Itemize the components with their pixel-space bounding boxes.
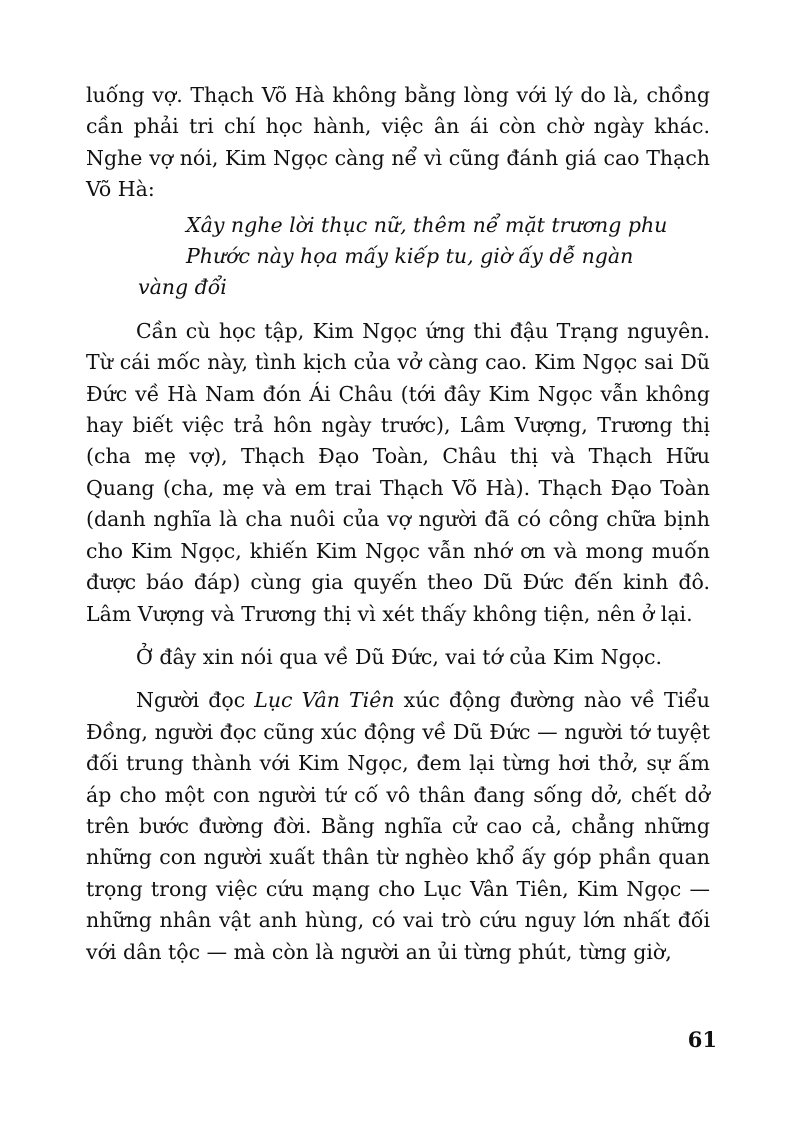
- paragraph-continuation: luống vợ. Thạch Võ Hà không bằng lòng với lý do là, chồng cần phải tri chí học hành, việc ân ái còn chờ ngày khác. Nghe vợ nói, Kim Ngọc càng nể vì cũng đánh giá cao Thạch Võ Hà:: [86, 83, 710, 202]
- verse-line: [138, 241, 710, 304]
- paragraph-text: xúc động đường nào về Tiểu Đồng, người đọc cũng xúc động về Dũ Đức — người tớ tuyệt đối trung thành với Kim Ngọc, đem lại từng hơi thở, sự ấm áp cho một con người tứ cố vô thân đang sống dở, chết dở trên bước đường đời. Bằng nghĩa cử cao cả, chẳng những những con người xuất thân từ nghèo khổ ấy góp phần quan trọng trong việc cứu mạng cho Lục Vân Tiên, Kim Ngọc — những nhân vật anh hùng, có vai trò cứu nguy lớn nhất đối với dân tộc — mà còn là người an ủi từng phút, từng giờ,: [86, 688, 710, 964]
- paragraph: Ở đây xin nói qua về Dũ Đức, vai tớ của Kim Ngọc.: [136, 644, 663, 669]
- verse-line: Xây nghe lời thục nữ, thêm nể mặt trương phu: [186, 212, 668, 237]
- verse-block: [86, 210, 710, 304]
- page-number: 61: [687, 1027, 717, 1052]
- paragraph-text: Người đọc: [136, 688, 255, 713]
- paragraph: [86, 685, 710, 968]
- verse-line-continuation: vàng đổi: [138, 275, 227, 300]
- paragraph: Cần cù học tập, Kim Ngọc ứng thi đậu Trạng nguyên. Từ cái mốc này, tình kịch của vở càng cao. Kim Ngọc sai Dũ Đức về Hà Nam đón Ái Châu (tới đây Kim Ngọc vẫn không hay biết việc trả hôn ngày trước), Lâm Vượng, Trương thị (cha mẹ vợ), Thạch Đạo Toàn, Châu thị và Thạch Hữu Quang (cha, mẹ và em trai Thạch Võ Hà). Thạch Đạo Toàn (danh nghĩa là cha nuôi của vợ người đã có công chữa bịnh cho Kim Ngọc, khiến Kim Ngọc vẫn nhớ ơn và mong muốn được báo đáp) cùng gia quyến theo Dũ Đức đến kinh đô. Lâm Vượng và Trương thị vì xét thấy không tiện, nên ở lại.: [86, 318, 710, 626]
- work-title: Lục Vân Tiên: [254, 688, 395, 713]
- verse-line-text: Phước này họa mấy kiếp tu, giờ ấy dễ ngàn: [186, 244, 634, 269]
- body-text: [86, 80, 710, 968]
